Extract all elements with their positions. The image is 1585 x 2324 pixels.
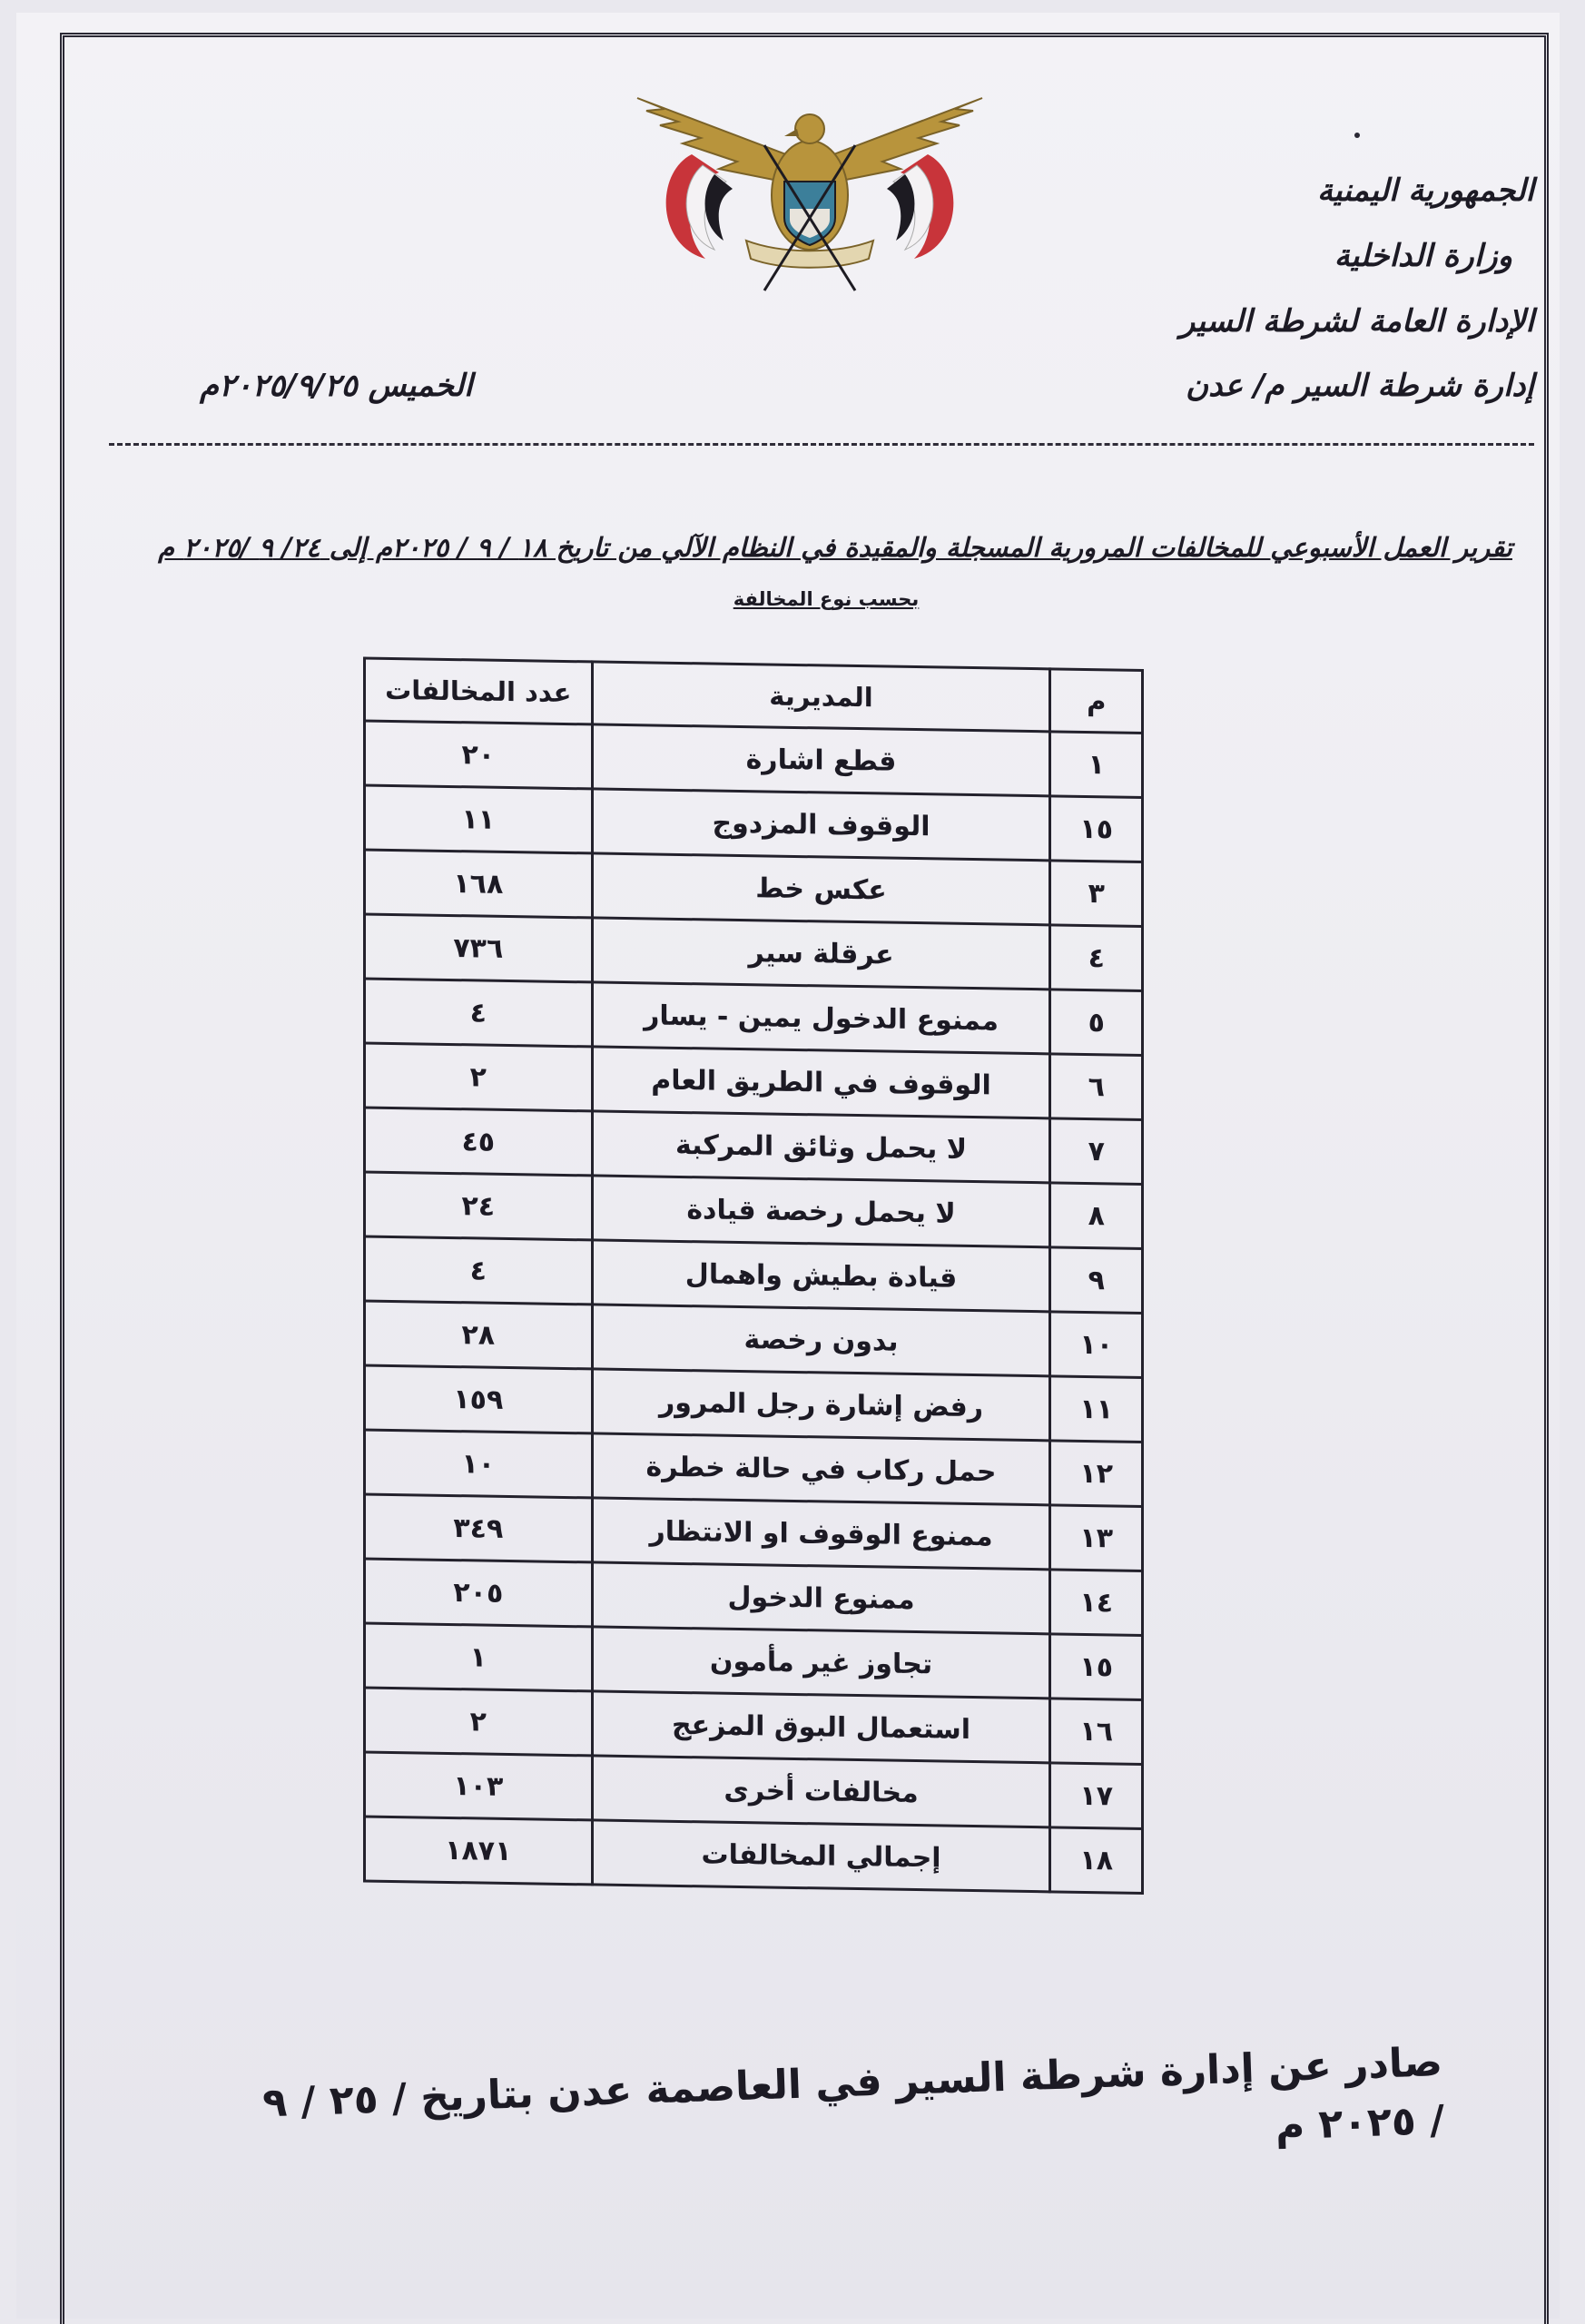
ink-dot (1354, 133, 1360, 138)
violation-type: ممنوع الوقوف او الانتظار (592, 1498, 1050, 1570)
table-row (365, 1172, 1143, 1248)
violation-count: ٤ (365, 979, 593, 1047)
row-number: ٧ (1050, 1118, 1143, 1185)
header-general-administration: الإدارة العامة لشرطة السير (1179, 303, 1534, 340)
violation-type: تجاوز غير مأمون (592, 1627, 1050, 1699)
yemen-eagle-emblem-icon (628, 91, 991, 300)
violation-type: قطع اشارة (592, 724, 1050, 796)
row-number: ٤ (1050, 925, 1143, 991)
violation-count: ٢ (365, 1688, 593, 1756)
row-number: ١٨ (1050, 1827, 1143, 1894)
violation-count: ٢ (365, 1043, 593, 1111)
violation-type: إجمالي المخالفات (592, 1820, 1050, 1892)
violation-count: ١٨٧١ (365, 1817, 593, 1885)
row-number: ٩ (1050, 1247, 1143, 1314)
header-number: م (1050, 669, 1143, 734)
violation-type: عكس خط (592, 853, 1050, 925)
violation-count: ٢٠٥ (365, 1559, 593, 1627)
table-row (365, 1688, 1143, 1764)
row-number: ٣ (1050, 861, 1143, 927)
table-row (365, 1108, 1143, 1184)
violation-type: مخالفات أخرى (592, 1756, 1050, 1827)
row-number: ١٥ (1050, 1634, 1143, 1700)
violation-type: لا يحمل رخصة قيادة (592, 1176, 1050, 1247)
violation-count: ٤٥ (365, 1108, 593, 1176)
row-number: ١١ (1050, 1376, 1143, 1443)
table-row (365, 850, 1143, 926)
row-number: ١٤ (1050, 1570, 1143, 1636)
table-row (365, 1043, 1143, 1119)
table-row (365, 1817, 1143, 1893)
violation-count: ٢٠ (365, 721, 593, 789)
row-number: ٨ (1050, 1183, 1143, 1249)
table-row (365, 979, 1143, 1055)
violation-type: قيادة بطيش واهمال (592, 1240, 1050, 1312)
violation-count: ٣٤٩ (365, 1494, 593, 1562)
violation-type: الوقوف المزدوج (592, 789, 1050, 861)
violations-table (363, 656, 1144, 1895)
violation-count: ١٥٩ (365, 1365, 593, 1433)
row-number: ١ (1050, 732, 1143, 798)
report-title: تقرير العمل الأسبوعي للمخالفات المرورية المسجلة والمقيدة في النظام الآلي من تاريخ ١٨ / ٩ / ٢٠٢٥م إلى ٢٤/ ٩ /٢٠٢٥ م (158, 532, 1512, 563)
violation-type: رفض إشارة رجل المرور (592, 1369, 1050, 1441)
row-number: ١٦ (1050, 1699, 1143, 1765)
header-violation-type: المديرية (592, 662, 1050, 732)
table-row (365, 914, 1143, 990)
table-row (365, 1430, 1143, 1506)
violation-type: الوقوف في الطريق العام (592, 1047, 1050, 1118)
violation-count: ١٠ (365, 1430, 593, 1498)
violation-type: استعمال البوق المزعج (592, 1691, 1050, 1763)
report-subtitle: بحسب نوع المخالفة (733, 588, 920, 610)
violation-count: ١٠٣ (365, 1752, 593, 1820)
header-republic: الجمهورية اليمنية (1316, 172, 1534, 209)
violation-type: لا يحمل وثائق المركبة (592, 1111, 1050, 1183)
violation-type: بدون رخصة (592, 1305, 1050, 1376)
header-traffic-police-aden: إدارة شرطة السير م/ عدن (1186, 368, 1534, 404)
table-row (365, 1623, 1143, 1699)
row-number: ١٧ (1050, 1763, 1143, 1829)
dashed-divider (109, 443, 1534, 446)
table-body (365, 721, 1143, 1893)
row-number: ١٥ (1050, 796, 1143, 862)
row-number: ١٣ (1050, 1505, 1143, 1571)
violation-count: ١١ (365, 785, 593, 853)
document-date: الخميس ٢٠٢٥/٩/٢٥م (200, 368, 473, 404)
table-row (365, 1752, 1143, 1828)
violation-count: ٢٨ (365, 1301, 593, 1369)
violation-type: حمل ركاب في حالة خطرة (592, 1433, 1050, 1505)
violation-count: ٤ (365, 1236, 593, 1305)
table-row (365, 1301, 1143, 1377)
header-violation-count: عدد المخالفات (365, 658, 593, 724)
violation-count: ١٦٨ (365, 850, 593, 918)
table-row (365, 1494, 1143, 1571)
row-number: ٥ (1050, 990, 1143, 1056)
table-row (365, 1365, 1143, 1442)
violation-type: عرقلة سير (592, 918, 1050, 990)
row-number: ٦ (1050, 1054, 1143, 1120)
row-number: ١٠ (1050, 1312, 1143, 1378)
row-number: ١٢ (1050, 1441, 1143, 1507)
issued-by-footer: صادر عن إدارة شرطة السير في العاصمة عدن بتاريخ / ٢٥ / ٩ / ٢٠٢٥ م (261, 2039, 1445, 2150)
violation-count: ٢٤ (365, 1172, 593, 1240)
header-ministry: وزارة الداخلية (1334, 238, 1512, 274)
violation-type: ممنوع الدخول يمين - يسار (592, 982, 1050, 1054)
violation-type: ممنوع الدخول (592, 1562, 1050, 1634)
table-row (365, 1236, 1143, 1313)
violation-count: ٧٣٦ (365, 914, 593, 982)
table-row (365, 785, 1143, 862)
table-row (365, 721, 1143, 797)
table-row (365, 1559, 1143, 1635)
violation-count: ١ (365, 1623, 593, 1691)
